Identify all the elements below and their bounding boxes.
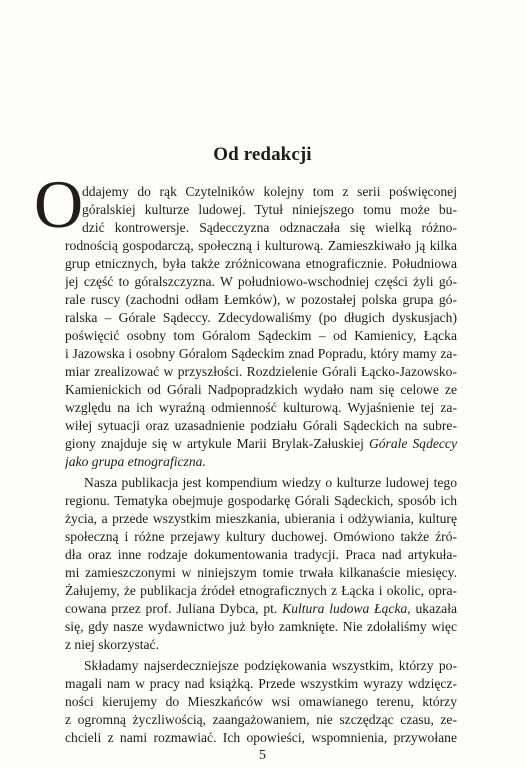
body-line-text: cowana przez prof. Juliana Dybca, pt.: [65, 601, 278, 616]
body-line: Kamienickich od Górali Nadpopradzkich wydało nam się celowe ze: [65, 382, 457, 397]
body-line: względu na ich wyraźną odmienność kulturową. Wyjaśnienie tej za-: [65, 400, 457, 415]
body-line-text: , ukazała: [407, 601, 457, 616]
body-line: Nasza publikacja jest kompendium wiedzy o kulturze ludowej tego: [84, 475, 457, 490]
body-line: z ogromną życzliwością, zaangażowaniem, nie szczędząc czasu, ze-: [65, 712, 457, 727]
body-line: góralskiej kulturze ludowej. Tytuł niniejszego tomu może bu-: [82, 202, 457, 217]
body-line: dła oraz inne rodzaje dokumentowania tradycji. Praca nad artykuła-: [65, 547, 457, 562]
body-line: dzić kontrowersje. Sądecczyzna odznaczała się wielką różno-: [82, 220, 457, 235]
body-line: mi zamieszczonymi w niniejszym tomie trwała kilkanaście miesięcy.: [65, 565, 457, 580]
body-line: społeczną i różne przejawy kultury duchowej. Omówiono także źró-: [65, 529, 457, 544]
body-line: poświęcić osobny tom Góralom Sądeckim – od Kamienicy, Łącka: [65, 328, 457, 343]
body-line-text: giony znajduje się w artykule Marii Brylak-Załuskiej: [65, 436, 364, 451]
body-line: rale ruscy (zachodni odłam Łemków), w pozostałej polska grupa gó-: [65, 292, 457, 307]
drop-cap-letter: O: [34, 166, 84, 242]
body-line: życia, a przede wszystkim mieszkania, ubierania i odżywiania, kulturę: [65, 511, 457, 526]
body-line: [65, 435, 457, 453]
body-line: rodnością gospodarczą, społeczną i kulturową. Zamieszkiwało ją kilka: [65, 238, 457, 253]
body-line: z niej skorzystać.: [65, 637, 159, 652]
page-number: 5: [259, 748, 266, 763]
body-line: się, gdy nasze wydawnictwo już było zamknięte. Nie zdołaliśmy więc: [65, 619, 457, 634]
body-line: Składamy najserdeczniejsze podziękowania wszystkim, którzy po-: [84, 658, 457, 673]
body-line: regionu. Tematyka obejmuje gospodarkę Górali Sądeckich, sposób ich: [65, 493, 457, 508]
body-line: Żałujemy, że publikacja źródeł etnograficznych z Łącka i okolic, opra-: [65, 583, 457, 598]
body-line: jako grupa etnograficzna.: [65, 454, 206, 469]
body-line: jej część to góralszczyzna. W południowo-wschodniej części żyli gó-: [65, 274, 457, 289]
body-line: ralska – Górale Sądeccy. Zdecydowaliśmy (po długich dyskusjach): [65, 310, 457, 325]
book-title-italic: Kultura ludowa Łącka: [282, 601, 408, 616]
body-line: chcieli z nami rozmawiać. Ich opowieści, wspomnienia, przywołane: [65, 730, 457, 745]
body-line: [65, 600, 457, 618]
page-title: Od redakcji: [213, 144, 312, 165]
body-line: wiłej sytuacji oraz uzasadnienie podziału Górali Sądeckich na subre-: [65, 418, 457, 433]
article-title-italic: Górale Sądeccy: [368, 436, 457, 451]
body-line: miar zrealizować w przyszłości. Rozdzielenie Górali Łącko-Jazowsko-: [65, 364, 457, 379]
body-line: ności kierujemy do Mieszkańców wsi omawianego terenu, którzy: [65, 694, 457, 709]
body-line: magali nam w pracy nad książką. Przede wszystkim wyrazy wdzięcz-: [65, 676, 457, 691]
body-line: i Jazowska i osobny Góralom Sądeckim znad Popradu, który mamy za-: [65, 346, 457, 361]
body-line: grup etnicznych, była także zróżnicowana etnograficznie. Południowa: [65, 256, 457, 271]
body-line: ddajemy do rąk Czytelników kolejny tom z serii poświęconej: [82, 184, 457, 199]
